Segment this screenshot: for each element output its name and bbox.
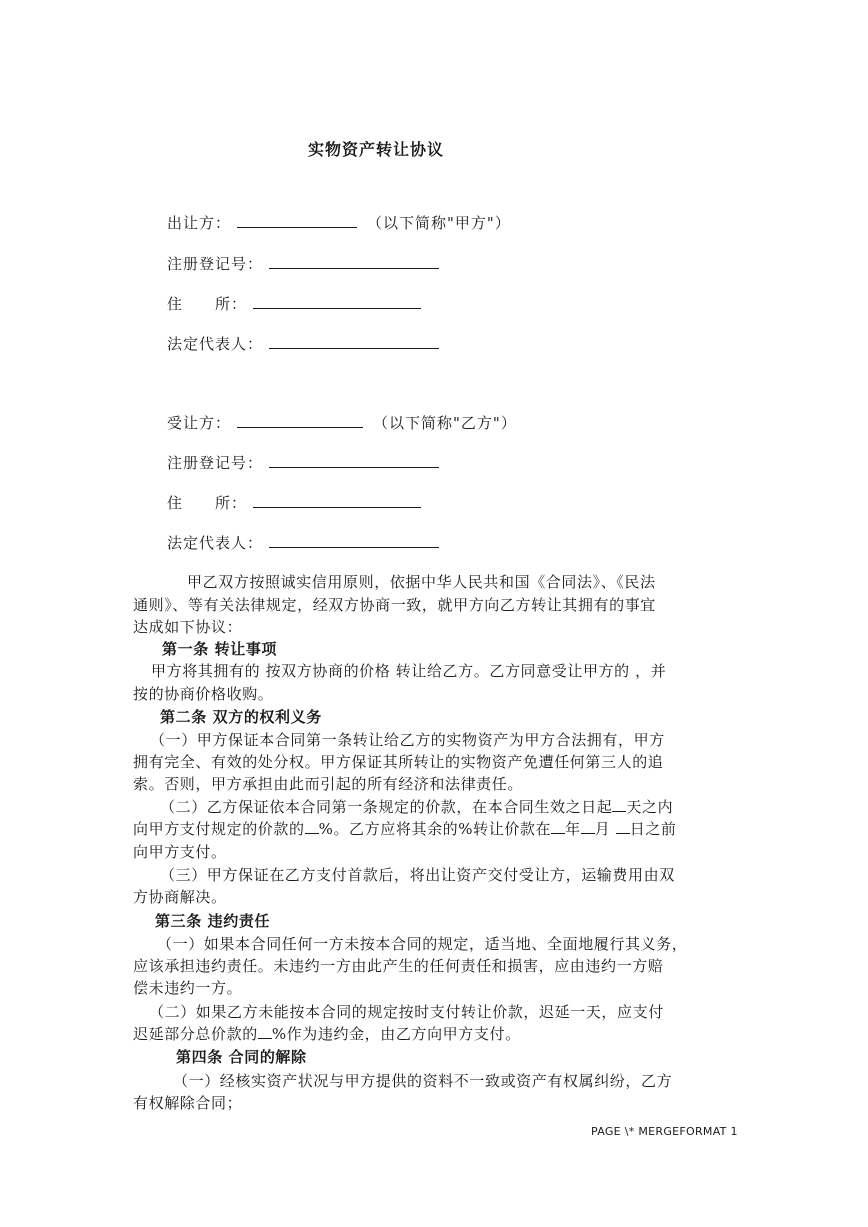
article-line: 向甲方支付规定的价款的 %。乙方应将其余的%转让价款在 年 月 日之前: [133, 820, 677, 838]
transferor-reg-field: [167, 253, 439, 274]
article-line: （二）乙方保证依本合同第一条规定的价款，在本合同生效之日起 天之内: [160, 798, 674, 816]
page-footer: PAGE \* MERGEFORMAT 1: [591, 1125, 738, 1138]
article-line: 偿未违约一方。: [133, 979, 243, 997]
transferor-addr-label: 住 所：: [167, 295, 248, 313]
percent-blank: [258, 1026, 272, 1039]
transferor-label: 出让方：: [167, 214, 232, 232]
preamble-line: 通则》、等有关法律规定，经双方协商一致，就甲方向乙方转让其拥有的事宜: [133, 596, 656, 614]
transferee-rep-label: 法定代表人：: [167, 534, 264, 552]
transferee-note: （以下简称"乙方"）: [373, 414, 517, 432]
transferor-rep-blank: [269, 334, 439, 349]
article-line: （三）甲方保证在乙方支付首款后，将出让资产交付受让方，运输费用由双: [160, 866, 675, 884]
transferor-field: [167, 212, 511, 233]
article-heading: 第一条 转让事项: [162, 640, 278, 658]
article-line: 方协商解决。: [133, 888, 227, 906]
percent-blank: [305, 821, 319, 834]
transferor-rep-field: [167, 333, 439, 354]
transferee-field: [167, 412, 517, 433]
article-line: 迟延部分总价款的 %作为违约金，由乙方向甲方支付。: [133, 1025, 521, 1043]
days-blank: [612, 799, 626, 812]
transferor-rep-label: 法定代表人：: [167, 335, 264, 353]
article-heading: 第四条 合同的解除: [176, 1048, 307, 1066]
article-line: 有权解除合同；: [133, 1094, 243, 1112]
transferor-note: （以下简称"甲方"）: [367, 214, 511, 232]
transferee-addr-blank: [253, 493, 421, 508]
transferee-label: 受让方：: [167, 414, 232, 432]
document-title: 实物资产转让协议: [307, 140, 444, 159]
article-line: 拥有完全、有效的处分权。甲方保证其所转让的实物资产免遭任何第三人的追: [133, 753, 664, 771]
article-heading: 第三条 违约责任: [155, 912, 271, 930]
preamble-line: 达成如下协议：: [133, 618, 243, 636]
article-line: 向甲方支付。: [133, 843, 227, 861]
article-line: 应该承担违约责任。未违约一方由此产生的任何责任和损害，应由违约一方赔: [133, 957, 664, 975]
transferee-rep-field: [167, 532, 439, 553]
article-line: （二）如果乙方未能按本合同的规定按时支付转让价款，迟延一天，应支付: [149, 1003, 664, 1021]
article-line: 按的协商价格收购。: [133, 685, 274, 703]
article-line: 甲方将其拥有的 按双方协商的价格 转让给乙方。乙方同意受让甲方的 ，并: [151, 662, 667, 680]
transferee-addr-field: [167, 492, 421, 513]
article-line: （一）经核实资产状况与甲方提供的资料不一致或资产有权属纠纷，乙方: [173, 1072, 673, 1090]
transferee-addr-label: 住 所：: [167, 494, 248, 512]
article-line: 索。否则，甲方承担由此而引起的所有经济和法律责任。: [133, 775, 524, 793]
day-blank: [616, 821, 630, 834]
transferee-blank: [237, 413, 363, 428]
transferee-rep-blank: [269, 533, 439, 548]
transferor-addr-blank: [253, 294, 421, 309]
transferor-blank: [237, 213, 357, 228]
preamble-line: 甲乙双方按照诚实信用原则，依据中华人民共和国《合同法》、《民法: [187, 573, 656, 591]
transferee-reg-label: 注册登记号：: [167, 454, 264, 472]
article-line: （一）甲方保证本合同第一条转让给乙方的实物资产为甲方合法拥有，甲方: [150, 731, 665, 749]
transferor-reg-label: 注册登记号：: [167, 255, 264, 273]
transferee-reg-blank: [269, 453, 439, 468]
year-blank: [551, 821, 565, 834]
article-line: （一）如果本合同任何一方未按本合同的规定，适当地、全面地履行其义务，: [157, 935, 688, 953]
transferor-addr-field: [167, 293, 421, 314]
transferee-reg-field: [167, 452, 439, 473]
article-heading: 第二条 双方的权利义务: [160, 708, 322, 726]
month-blank: [581, 821, 595, 834]
transferor-reg-blank: [269, 254, 439, 269]
